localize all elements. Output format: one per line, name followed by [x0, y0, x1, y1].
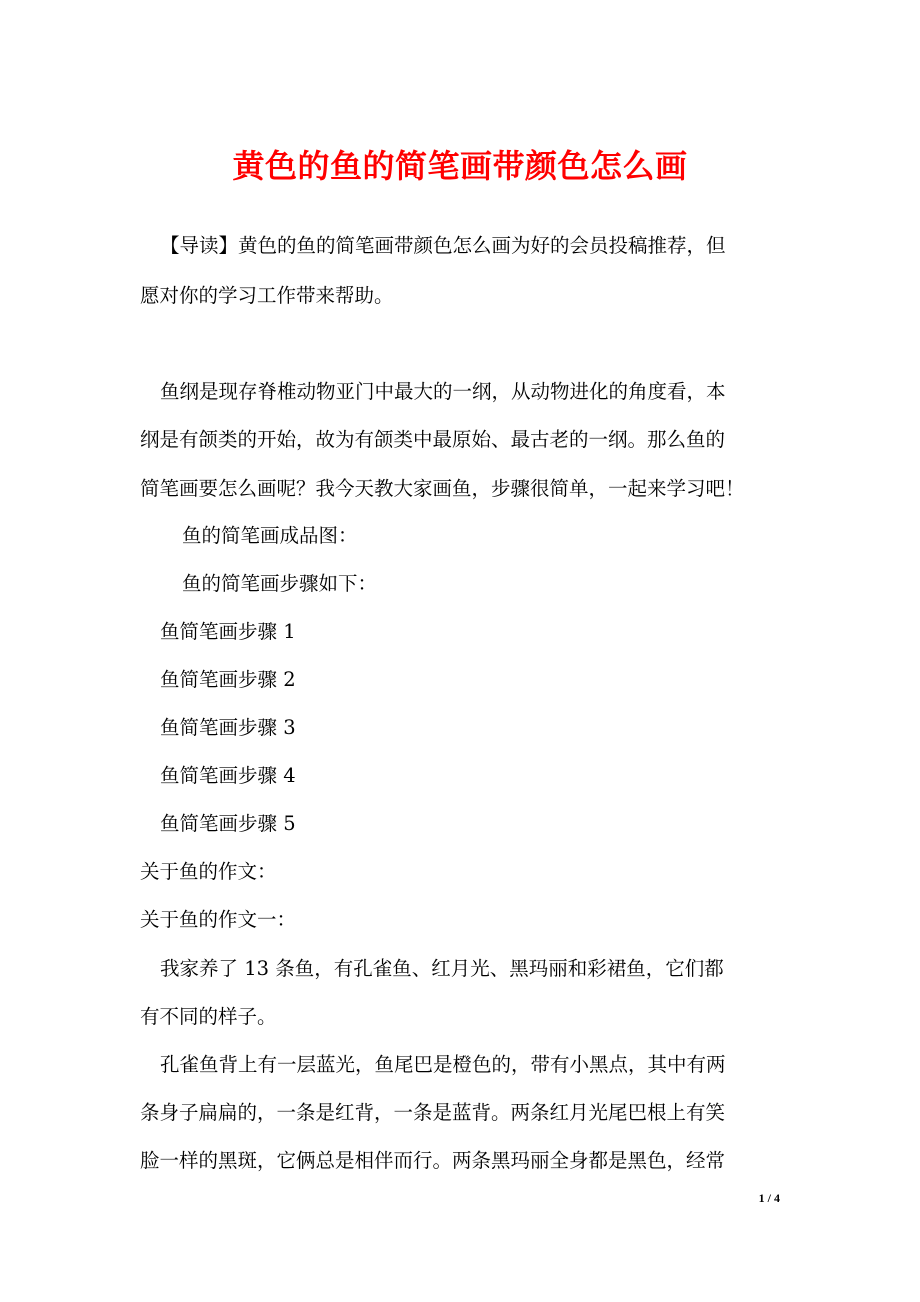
text-line: 有不同的样子。: [140, 1005, 277, 1028]
text-line: 鱼简笔画步骤 1: [160, 620, 296, 643]
text-line: 关于鱼的作文一：: [140, 908, 297, 931]
text-line: 孔雀鱼背上有一层蓝光，鱼尾巴是橙色的，带有小黑点，其中有两: [160, 1053, 726, 1076]
text-line: 鱼简笔画步骤 2: [160, 668, 296, 691]
text-line: 鱼简笔画步骤 5: [160, 812, 296, 835]
text-line: 我家养了 13 条鱼，有孔雀鱼、红月光、黑玛丽和彩裙鱼，它们都: [160, 957, 724, 980]
text-line: 关于鱼的作文：: [140, 860, 277, 883]
page-number: 1 / 4: [758, 1191, 780, 1205]
text-line: 条身子扁扁的，一条是红背，一条是蓝背。两条红月光尾巴根上有笑: [140, 1101, 726, 1124]
text-line: 鱼的简笔画成品图：: [182, 524, 358, 547]
document-title: 黄色的鱼的简笔画带颜色怎么画: [232, 147, 688, 185]
text-line: 鱼简笔画步骤 4: [160, 764, 296, 787]
text-line: 【导读】黄色的鱼的简笔画带颜色怎么画为好的会员投稿推荐，但: [160, 234, 726, 257]
text-line: 简笔画要怎么画呢？我今天教大家画鱼，步骤很简单，一起来学习吧！: [140, 477, 745, 500]
text-line: 愿对你的学习工作带来帮助。: [140, 284, 394, 307]
text-line: 脸一样的黑斑，它俩总是相伴而行。两条黑玛丽全身都是黑色，经常: [140, 1149, 726, 1172]
text-line: 鱼简笔画步骤 3: [160, 716, 296, 739]
text-line: 鱼的简笔画步骤如下：: [182, 572, 378, 595]
text-line: 鱼纲是现存脊椎动物亚门中最大的一纲，从动物进化的角度看，本: [160, 380, 726, 403]
text-line: 纲是有颌类的开始，故为有颌类中最原始、最古老的一纲。那么鱼的: [140, 428, 726, 451]
